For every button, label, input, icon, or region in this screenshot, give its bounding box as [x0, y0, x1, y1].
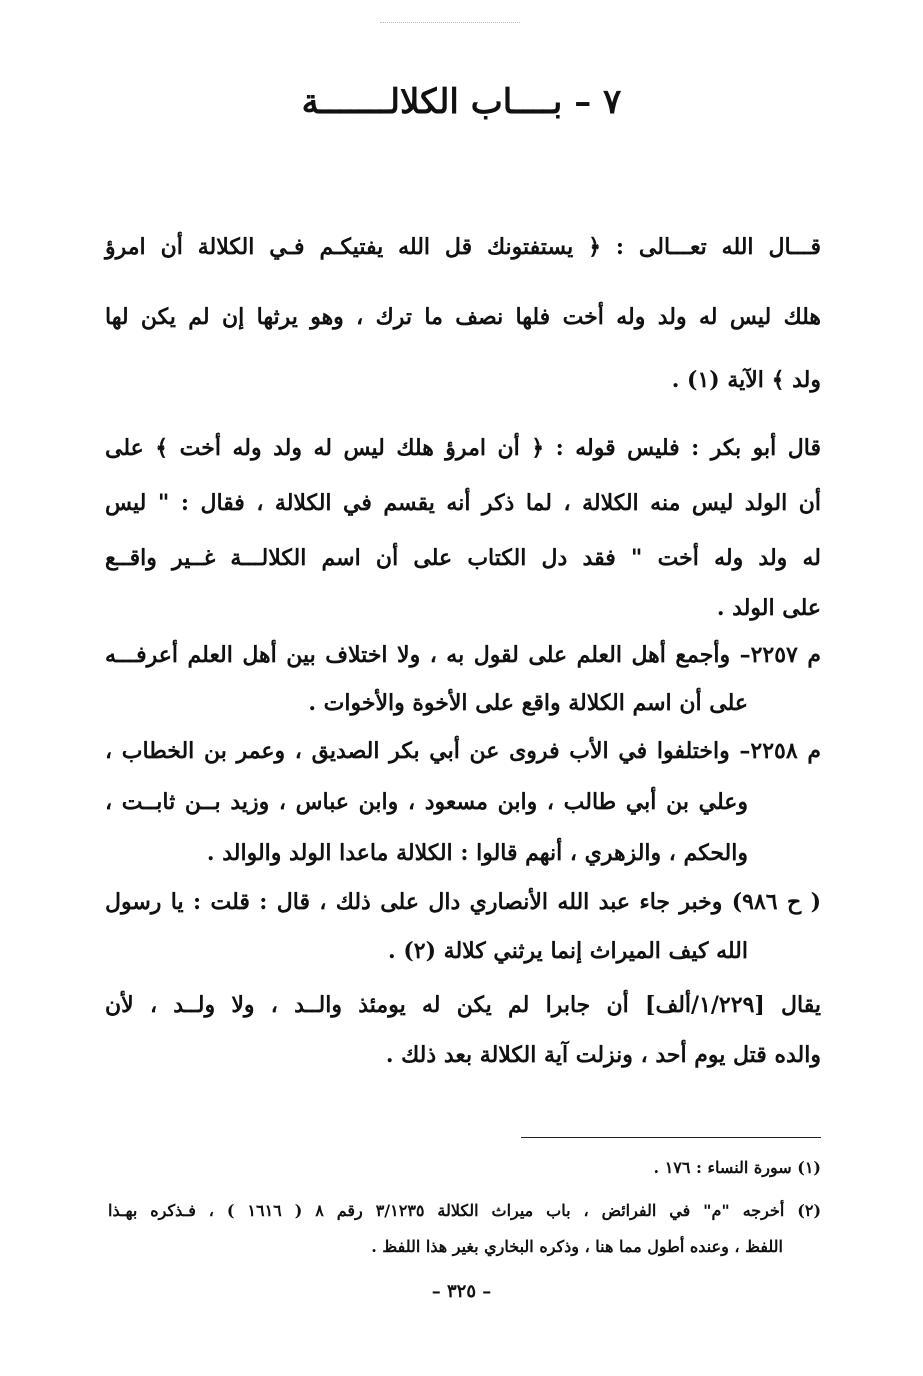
body-line-16: والده قتل يوم أحد ، ونزلت آية الكلالة بعد ذلك .	[385, 1042, 821, 1068]
hadith-986-line-2: الله كيف الميراث إنما يرثني كلالة (٢) .	[388, 938, 748, 964]
body-line-2: هلك ليس له ولد وله أخت فلها نصف ما ترك ، وهو يرثها إن لم يكن لها	[105, 304, 821, 330]
issue-2258-line-2: وعلي بن أبي طالب ، وابن مسعود ، وابن عباس ، وزيد بــن ثابــت ،	[105, 789, 748, 815]
body-line-7: على الولد .	[716, 595, 821, 621]
body-line-15: يقال [١/٢٢٩/ألف] أن جابرا لم يكن له يومئذ والــد ، ولا ولــد ، لأن	[105, 992, 821, 1018]
scan-specks	[380, 22, 520, 27]
issue-2257-line-2: على أن اسم الكلالة واقع على الأخوة والأخوات .	[308, 690, 748, 716]
issue-2258-line-3: والحكم ، والزهري ، أنهم قالوا : الكلالة ماعدا الولد والوالد .	[206, 840, 748, 866]
chapter-title: ٧ – بــــاب الكلالـــــــة	[301, 82, 622, 122]
body-line-1: قـــال الله تعـــالى : ﴿ يستفتونك قل الله يفتيكـم فـي الكلالة أن امرؤ	[105, 234, 821, 260]
footnote-2-line-1: (٢) أخرجه "م" في الفرائض ، باب ميراث الكلالة ٣/١٢٣٥ رقم ٨ ( ١٦١٦ ) ، فـذكره بهـذا	[108, 1201, 822, 1220]
issue-2258-line-1: م ٢٢٥٨– واختلفوا في الأب فروى عن أبي بكر الصديق ، وعمر بن الخطاب ،	[105, 738, 821, 764]
body-line-3: ولد ﴾ الآية (١) .	[671, 367, 821, 393]
body-line-4: قال أبو بكر : فليس قوله : ﴿ أن امرؤ هلك ليس له ولد وله أخت ﴾ على	[105, 435, 821, 461]
footnote-separator	[521, 1137, 821, 1138]
body-line-5: أن الولد ليس منه الكلالة ، لما ذكر أنه يقسم في الكلالة ، فقال : " ليس	[105, 490, 821, 516]
hadith-986-line-1: ( ح ٩٨٦) وخبر جاء عبد الله الأنصاري دال على ذلك ، قال : قلت : يا رسول	[105, 889, 821, 915]
body-line-6: له ولد وله أخت " فقد دل الكتاب على أن اسم الكلالـــة غــير واقــع	[105, 545, 821, 571]
footnote-1: (١) سورة النساء : ١٧٦ .	[653, 1158, 821, 1177]
footnote-2-line-2: اللفظ ، وعنده أطول مما هنا ، وذكره البخاري بغير هذا اللفظ .	[371, 1237, 783, 1256]
issue-2257-line-1: م ٢٢٥٧– وأجمع أهل العلم على لقول به ، ولا اختلاف بين أهل العلم أعرفـــه	[105, 642, 821, 668]
page-number: – ٣٢٥ –	[431, 1281, 492, 1302]
